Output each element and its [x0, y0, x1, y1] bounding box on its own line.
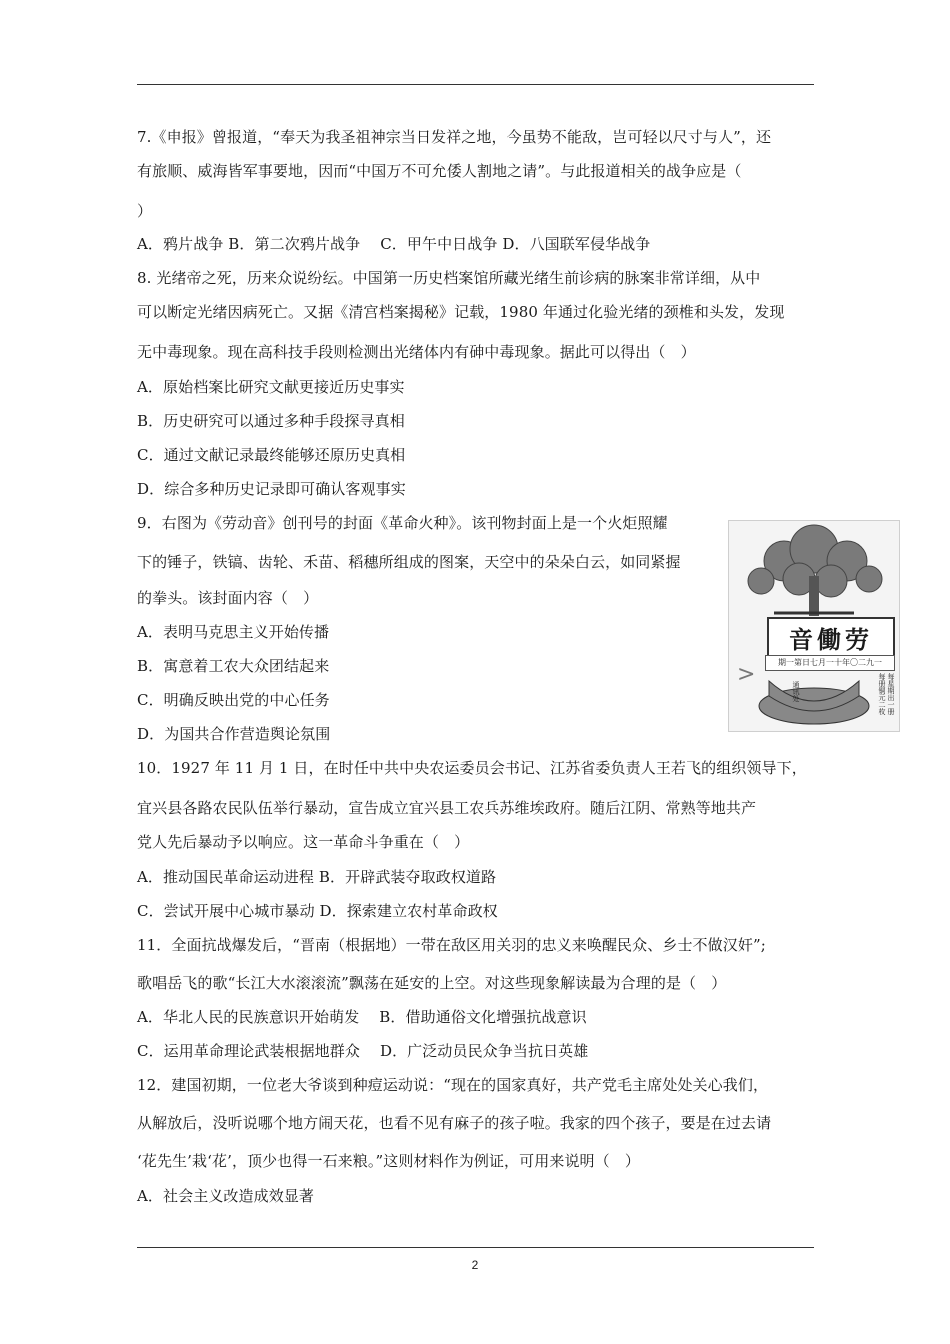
- text-line: C．通过文献记录最终能够还原历史真相: [137, 446, 406, 464]
- text-line: 的拳头。该封面内容（ ）: [137, 589, 319, 607]
- text-line: C．运用革命理论武装根据地群众 D．广泛动员民众争当抗日英雄: [137, 1042, 589, 1060]
- cover-side-text-1: 每星期出一册: [887, 673, 895, 715]
- text-line: 从解放后，没听说哪个地方闹天花，也看不见有麻子的孩子啦。我家的四个孩子，要是在过去请: [137, 1114, 772, 1132]
- text-line: 8. 光绪帝之死，历来众说纷纭。中国第一历史档案馆所藏光绪生前诊病的脉案非常详细，从中: [137, 269, 761, 287]
- magazine-cover-figure: [728, 520, 900, 732]
- text-line: A．推动国民革命运动进程 B．开辟武装夺取政权道路: [137, 868, 497, 886]
- text-line: 10．1927 年 11 月 1 日，在时任中共中央农运委员会书记、江苏省委负责人王若飞的组织领导下，: [137, 759, 807, 777]
- text-line: B．寓意着工农大众团结起来: [137, 657, 330, 675]
- cover-side-text-3: 通讯处: [792, 681, 800, 702]
- masthead-title: 音働劳: [767, 617, 895, 657]
- text-line: 12．建国初期，一位老大爷谈到种痘运动说：“现在的国家真好，共产党毛主席处处关心我们，: [137, 1076, 769, 1094]
- text-line: A．原始档案比研究文献更接近历史事实: [137, 378, 405, 396]
- text-line: D．综合多种历史记录即可确认客观事实: [137, 480, 406, 498]
- svg-text:>: >: [737, 662, 756, 687]
- text-line: 宜兴县各路农民队伍举行暴动，宣告成立宜兴县工农兵苏维埃政府。随后江阴、常熟等地共产: [137, 799, 757, 817]
- text-line: ）: [137, 202, 153, 220]
- text-line: 7.《申报》曾报道，“奉天为我圣祖神宗当日发祥之地，今虽势不能敌，岂可轻以尺寸与人”，还: [137, 128, 772, 146]
- text-line: 下的锤子，铁镐、齿轮、禾苗、稻穗所组成的图案，天空中的朵朵白云，如同紧握: [137, 553, 681, 571]
- text-line: 11．全面抗战爆发后，“晋南（根据地）一带在敌区用关羽的忠义来唤醒民众、乡士不做汉奸”;: [137, 936, 766, 954]
- text-line: C．明确反映出党的中心任务: [137, 691, 330, 709]
- text-line: 可以断定光绪因病死亡。又据《清宫档案揭秘》记载，1980 年通过化验光绪的颈椎和头发，发现: [137, 303, 785, 321]
- header-rule: [137, 84, 814, 85]
- text-line: A．鸦片战争 B．第二次鸦片战争 C．甲午中日战争 D．八国联军侵华战争: [137, 235, 651, 253]
- text-line: A．表明马克思主义开始传播: [137, 623, 330, 641]
- text-line: B．历史研究可以通过多种手段探寻真相: [137, 412, 405, 430]
- footer-rule: [137, 1247, 814, 1248]
- text-line: D．为国共合作营造舆论氛围: [137, 725, 331, 743]
- text-line: 有旅顺、威海皆军事要地，因而“中国万不可允倭人割地之请”。与此报道相关的战争应是（: [137, 162, 742, 180]
- text-line: 党人先后暴动予以响应。这一革命斗争重在（ ）: [137, 833, 470, 851]
- text-line: 无中毒现象。现在高科技手段则检测出光绪体内有砷中毒现象。据此可以得出（ ）: [137, 343, 696, 361]
- text-line: C．尝试开展中心城市暴动 D．探索建立农村革命政权: [137, 902, 498, 920]
- text-line: ‘花先生’栽‘花’，顶少也得一石来粮。”这则材料作为例证，可用来说明（ ）: [137, 1152, 640, 1170]
- text-line: 9．右图为《劳动音》创刊号的封面《革命火种》。该刊物封面上是一个火炬照耀: [137, 514, 668, 532]
- text-line: A．社会主义改造成效显著: [137, 1187, 315, 1205]
- masthead-date: 期一第日七月一十年〇二九一: [765, 655, 895, 671]
- cover-side-text-2: 每册铜元二枚: [878, 673, 886, 715]
- cover-side-text: [853, 673, 895, 723]
- text-line: A．华北人民的民族意识开始萌发 B．借助通俗文化增强抗战意识: [137, 1008, 587, 1026]
- text-line: 歌唱岳飞的歌“长江大水滚滚流”飘荡在延安的上空。对这些现象解读最为合理的是（ ）: [137, 974, 727, 992]
- page-number: 2: [471, 1258, 479, 1272]
